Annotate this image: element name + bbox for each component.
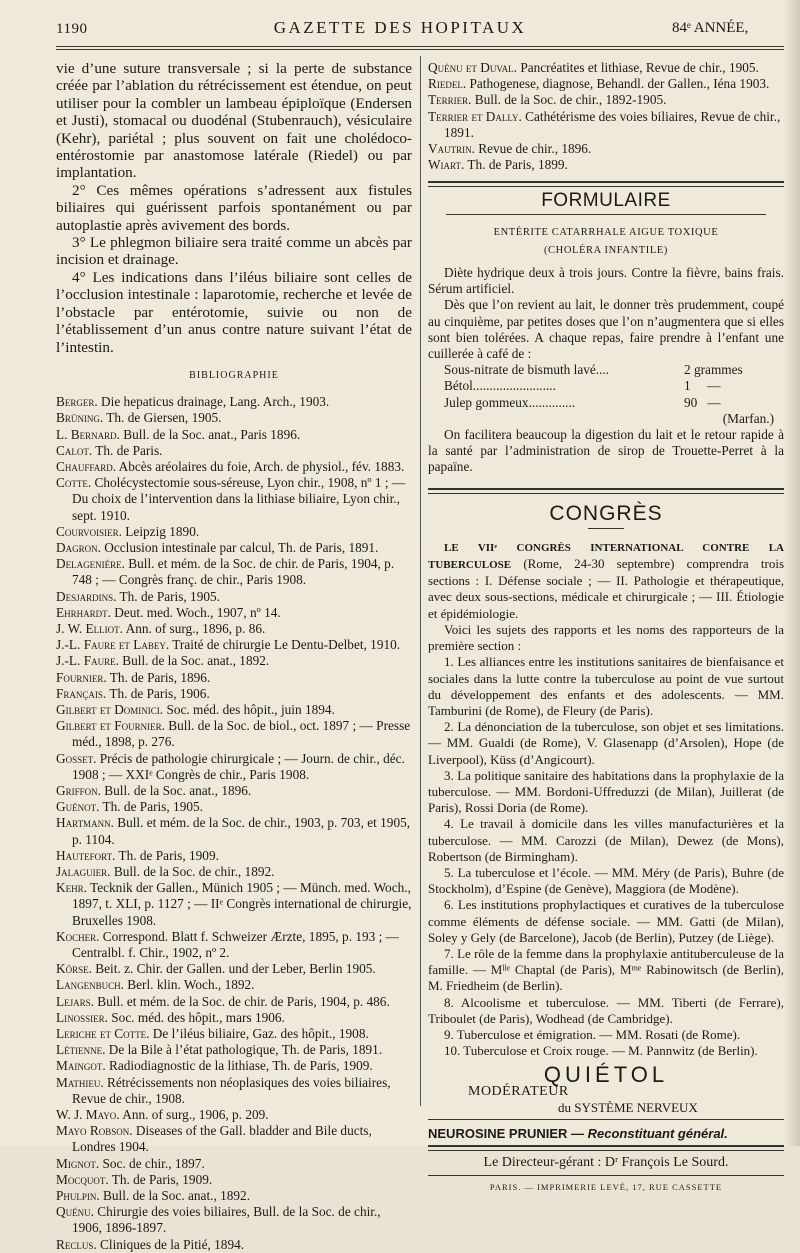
bibliography-text: Rétrécissements non néoplasiques des voies biliaires, Revue de chir., 1908.: [72, 1074, 391, 1106]
bibliography-entry: [56, 929, 412, 961]
bibliography-author: Berger.: [56, 394, 98, 410]
bibliography-entry: [56, 1156, 412, 1172]
recipe-item: Bétol.........................: [444, 378, 556, 394]
bibliography-text: Berl. klin. Woch., 1892.: [123, 977, 255, 993]
bibliography-entry: [428, 109, 784, 141]
bibliography-entry: [56, 799, 412, 815]
recipe-row: [444, 378, 743, 394]
bibliography-text: Cholécystectomie sous-séreuse, Lyon chir., 1908, nº 1 ; — Du choix de l’intervention dans la lithiase biliaire, Lyon chir., sept. 1910.: [72, 475, 406, 523]
quietol-ad-title: QUIÉTOL: [543, 1062, 669, 1088]
bibliography-author: Lejars.: [56, 993, 94, 1009]
bibliography-author: J.-L. Faure.: [56, 653, 119, 669]
bibliography-text: Revue de chir., 1896.: [474, 141, 592, 157]
recipe-qty: 2 grammes: [684, 362, 743, 378]
bibliography-entry: [56, 1188, 412, 1204]
neurosine-ad: [428, 1126, 784, 1142]
bibliography-author: Courvoisier.: [56, 523, 122, 539]
bibliography-text: Tecknik der Gallen., Münich 1905 ; — Münch. med. Woch., 1897, t. XLI, p. 1127 ; — IIᵉ Congrès international de chirurgie, Bruxelles 1908.: [72, 880, 412, 928]
recipe-row: [444, 362, 743, 378]
bibliography-text: Die hepaticus drainage, Lang. Arch., 1903.: [97, 394, 330, 410]
congres-item: 8. Alcoolisme et tuberculose. — MM. Tiberti (de Ferrare), Triboulet (de Paris), Wodhead (de Cambridge).: [428, 994, 784, 1026]
bibliography-author: Mocquot.: [56, 1171, 109, 1187]
bibliography-author: Gilbert et Dominici.: [56, 701, 164, 717]
bibliography-entry: [56, 1058, 412, 1074]
section-rule: [428, 186, 784, 187]
formulaire-subtitle: ENTÉRITE CATARRHALE AIGUE TOXIQUE: [493, 226, 719, 238]
bibliography-entry: [428, 92, 784, 108]
bibliography-author: Quénu.: [56, 1204, 94, 1220]
bibliography-text: Bull. de la Soc. anat., 1896.: [100, 782, 252, 798]
bibliography-author: Terrier et Dally.: [428, 108, 522, 124]
bibliography-text: Abcès aréolaires du foie, Arch. de physiol., fév. 1883.: [116, 458, 405, 474]
bibliography-text: Bull. de la Soc. anat., Paris 1896.: [119, 426, 301, 442]
bibliography-author: Desjardins.: [56, 588, 117, 604]
bibliography-author: Maingot.: [56, 1058, 106, 1074]
congres-item: 6. Les institutions prophylactiques et curatives de la tuberculose comme éléments de défense sociale. — MM. Gatti (de Milan), Soley y Gely (de Barcelone), Jacob (de Berlin), Putzey (de Liège).: [428, 897, 784, 945]
gerant-line: Le Directeur-gérant : Dʳ François Le Sourd.: [483, 1155, 729, 1171]
bibliography-author: Kocher.: [56, 928, 100, 944]
bibliography-text: Ann. of surg., 1896, p. 86.: [123, 620, 266, 636]
right-column: [428, 60, 784, 1196]
bibliography-text: Radiodiagnostic de la lithiase, Th. de Paris, 1909.: [105, 1058, 373, 1074]
bibliography-author: Chauffard.: [56, 458, 117, 474]
bibliography-author: Delagenière.: [56, 556, 125, 572]
bibliography-entry: [56, 427, 412, 443]
bibliography-entry: [56, 994, 412, 1010]
bibliography-text: Pancréatites et lithiase, Revue de chir., 1905.: [517, 60, 759, 75]
paragraph: Diète hydrique deux à trois jours. Contre la fièvre, bains frais. Sérum artificiel.: [428, 265, 784, 297]
bibliography-entry: [428, 157, 784, 173]
recipe-item: Julep gommeux..............: [444, 394, 576, 410]
bibliography-author: Cotte.: [56, 475, 92, 491]
volume-year: 84ᵉ ANNÉE,: [672, 20, 749, 36]
paragraph: vie d’une suture transversale ; si la perte de substance créée par l’ablation du rétrécissement est étendue, on peut utiliser pour la combler un lambeau épiploïque (Endersen et Justi), stomacal ou duodénal (Stubenrauch), vésiculaire (Kehr), pariétal ; plus souvent on fait une cholédoco-entérostomie par anastomose latérale (Riedel) ou par implantation.: [56, 60, 412, 182]
section-rule: [428, 181, 784, 183]
column-divider: [420, 56, 421, 1106]
bibliography-author: Reclus.: [56, 1236, 97, 1252]
bibliography-entry: [428, 141, 784, 157]
footer-rule: [428, 1150, 784, 1151]
bibliography-author: Hartmann.: [56, 815, 114, 831]
bibliography-entry: [56, 653, 412, 669]
bibliography-entry: [56, 589, 412, 605]
bibliography-entry: [428, 76, 784, 92]
bibliography-author: W. J. Mayo.: [56, 1107, 120, 1123]
bibliography-text: Bull. et mém. de la Soc. de chir. de Paris, 1904, p. 748 ; — Congrès franç. de chir., Paris 1908.: [72, 556, 395, 588]
bibliography-entry: [56, 540, 412, 556]
bibliography-text: Chirurgie des voies biliaires, Bull. de la Soc. de chir., 1906, 1896-1897.: [72, 1204, 381, 1236]
header-rule-2: [56, 49, 784, 50]
bibliography-author: L. Bernard.: [56, 426, 120, 442]
bibliography-text: Bull. de la Soc. de chir., 1892.: [110, 864, 275, 879]
congres-item: 9. Tuberculose et émigration. — MM. Rosati (de Rome).: [444, 1026, 741, 1042]
paragraph: 2° Ces mêmes opérations s’adressent aux fistules biliaires qui guérissent parfois spontanément ou par autoplastie après avivement des bords.: [56, 181, 412, 234]
congres-heading: CONGRÈS: [549, 501, 663, 525]
footer-rule: [428, 1175, 784, 1176]
bibliography-text: Précis de pathologie chirurgicale ; — Journ. de chir., déc. 1908 ; — XXIᵉ Congrès de chir., Paris 1908.: [72, 750, 405, 782]
bibliography-entry: [56, 443, 412, 459]
bibliography-text: Correspond. Blatt f. Schweizer Ærzte, 1895, p. 193 ; — Centralbl. f. Chir., 1902, nº 2.: [72, 928, 399, 961]
congres-intro: [428, 539, 784, 622]
bibliography-entry: [56, 459, 412, 475]
bibliography-author: Mayo Robson.: [56, 1123, 133, 1139]
footer-rule: [428, 1145, 784, 1147]
bibliography-text: Th. de Paris, 1905.: [116, 588, 220, 604]
header-rule-1: [56, 46, 784, 47]
bibliography-entry: [56, 977, 412, 993]
bibliography-author: Jalaguier.: [56, 864, 111, 879]
section-rule: [428, 488, 784, 490]
congres-item: 5. La tuberculose et l’école. — MM. Méry (de Paris), Buhre (de Stockholm), d’Espine (de Genève), Maggiora (de Modène).: [428, 864, 784, 897]
bibliography-entry: [56, 961, 412, 977]
bibliography-author: J. W. Elliot.: [56, 620, 123, 636]
bibliography-text: Soc. méd. des hôpit., juin 1894.: [163, 701, 335, 717]
quietol-ad-line: MODÉRATEUR: [468, 1083, 569, 1099]
formulaire-heading: FORMULAIRE: [541, 190, 671, 212]
bibliography-author: J.-L. Faure et Labey.: [56, 637, 170, 653]
bibliography-author: Français.: [56, 685, 107, 701]
bibliography-author: Linossier.: [56, 1009, 108, 1025]
bibliography-text: Bull. et mém. de la Soc. de chir. de Paris, 1904, p. 486.: [93, 993, 390, 1009]
bibliography-text: Occlusion intestinale par calcul, Th. de Paris, 1891.: [100, 539, 379, 555]
bibliography-text: Bull. de la Soc. de chir., 1892-1905.: [471, 92, 667, 108]
bibliography-text: Bull. de la Soc. anat., 1892.: [99, 1188, 251, 1204]
ad-rule: [428, 1119, 784, 1120]
bibliography-text: Th. de Paris, 1909.: [115, 847, 219, 863]
bibliography-author: Guénot.: [56, 799, 100, 815]
bibliography-author: Wiart.: [428, 157, 465, 173]
bibliography-text: Pathogenese, diagnose, Behandl. der Gallen., Iéna 1903.: [466, 76, 770, 92]
bibliography-author: Hautefort.: [56, 847, 116, 863]
bibliography-entry: [56, 1237, 412, 1253]
bibliography-text: De la Bile à l’état pathologique, Th. de Paris, 1891.: [105, 1042, 383, 1058]
bibliography-entry: [56, 475, 412, 524]
congres-item: 10. Tuberculose et Croix rouge. — M. Pannwitz (de Berlin).: [444, 1043, 758, 1059]
bibliography-text: Th. de Paris, 1906.: [106, 685, 210, 701]
bibliography-entry: [56, 815, 412, 847]
congres-item: 2. La dénonciation de la tuberculose, son objet et ses limitations. — MM. Gualdi (de Rome), V. Glasenapp (d’Arsolen), Hope (de Liverpool), Küss (d’Angicourt).: [428, 719, 784, 767]
congres-item: 7. Le rôle de la femme dans la prophylaxie antituberculeuse de la famille. — Mˡˡᵉ Chaptal (de Paris), Mᵐᵉ Rabinowitsch (de Berlin), M. Friedheim (de Berlin).: [428, 945, 784, 994]
congres-item: 4. Le travail à domicile dans les villes manufacturières et la tuberculose. — MM. Carozzi (de Milan), Dewez (de Mons), Robertson (de Birmingham).: [428, 816, 784, 864]
bibliography-text: Soc. de chir., 1897.: [99, 1155, 205, 1171]
bibliography-author: Ehrhardt.: [56, 604, 111, 620]
bibliography-author: Brüning.: [56, 410, 104, 426]
congres-intro-text: (Rome, 24-30 septembre) comprendra trois sections : I. Défense sociale ; — II. Pathologie et thérapeutique, avec deux sous-sections, médicale et chirurgicale ; — III. Étiologie et épidémiologie.: [428, 556, 784, 621]
recipe-qty: 90 —: [684, 394, 721, 410]
neurosine-ad-name: NEUROSINE PRUNIER —: [428, 1125, 588, 1141]
bibliography-text: Diseases of the Gall. bladder and Bile ducts, Londres 1904.: [72, 1123, 372, 1155]
bibliography-entry: [56, 1010, 412, 1026]
bibliography-author: Phulpin.: [56, 1188, 100, 1204]
bibliography-entry: [56, 637, 412, 653]
journal-title: GAZETTE DES HOPITAUX: [273, 18, 527, 37]
bibliography-author: Vautrin.: [428, 141, 475, 157]
neurosine-ad-sub: Reconstituant général.: [587, 1125, 728, 1141]
bibliography-entry: [56, 864, 412, 880]
bibliography-text: Bull. et mém. de la Soc. de chir., 1903, p. 703, et 1905, p. 1104.: [72, 815, 411, 847]
bibliography-author: Létienne.: [56, 1042, 106, 1058]
bibliography-list-continued: [428, 60, 784, 173]
bibliography-entry: [56, 880, 412, 929]
formulaire-subtitle-2: (CHOLÉRA INFANTILE): [543, 244, 669, 256]
bibliography-entry: [56, 1123, 412, 1155]
bibliography-author: Fournier.: [56, 669, 107, 685]
bibliography-author: Mathieu.: [56, 1074, 104, 1090]
bibliography-entry: [56, 524, 412, 540]
bibliography-entry: [56, 1172, 412, 1188]
quietol-ad-line-2: du SYSTÈME NERVEUX: [558, 1099, 698, 1115]
bibliography-text: Deut. med. Woch., 1907, nº 14.: [110, 604, 281, 620]
congres-intro-caps: LE VIIᵉ CONGRÈS INTERNATIONAL CONTRE LA TUBERCULOSE: [428, 541, 784, 572]
recipe-table: [444, 362, 743, 411]
bibliography-entry: [56, 751, 412, 783]
bibliography-entry: [56, 556, 412, 588]
bibliography-text: Ann. of surg., 1906, p. 209.: [119, 1107, 269, 1123]
bibliography-author: Kehr.: [56, 880, 87, 896]
bibliography-entry: [56, 702, 412, 718]
heading-underline: [588, 528, 624, 529]
bibliography-entry: [56, 605, 412, 621]
congres-list: [428, 654, 784, 1059]
bibliography-text: Th. de Paris, 1909.: [108, 1171, 213, 1187]
paragraph: 3° Le phlegmon biliaire sera traité comme un abcès par incision et drainage.: [56, 234, 412, 269]
bibliography-author: Quénu et Duval.: [428, 60, 518, 75]
bibliography-entry: [56, 394, 412, 410]
paragraph: 4° Les indications dans l’iléus biliaire sont celles de l’occlusion intestinale : laparotomie, recherche et levée de l’obstacle par entérotomie, suivie ou non de l’établissement d’un anus contre nature suivant l’état de l’intestin.: [56, 268, 412, 356]
imprimerie-line: PARIS. — IMPRIMERIE LEVÉ, 17, RUE CASSETTE: [489, 1182, 723, 1193]
bibliography-entry: [56, 1026, 412, 1042]
bibliography-entry: [56, 1107, 412, 1123]
page-number: 1190: [56, 21, 88, 37]
recipe-author: (Marfan.): [722, 410, 774, 426]
bibliography-entry: [56, 718, 412, 750]
bibliography-entry: [56, 1075, 412, 1107]
bibliography-text: Th. de Paris, 1905.: [99, 799, 203, 815]
bibliography-author: Langenbuch.: [56, 977, 124, 993]
bibliography-entry: [56, 783, 412, 799]
bibliography-text: Th. de Paris, 1899.: [464, 157, 568, 173]
bibliography-entry: [56, 686, 412, 702]
bibliography-text: De l’iléus biliaire, Gaz. des hôpit., 1908.: [149, 1026, 369, 1042]
bibliography-author: Calot.: [56, 442, 93, 458]
paragraph: Dès que l’on revient au lait, le donner très prudemment, coupé au cinquième, par petites doses que l’on n’augmentera que si elles sont bien tolérées. A chaque repas, faire prendre à l’enfant une cuillerée à café de :: [428, 297, 784, 362]
bibliography-author: Gosset.: [56, 750, 97, 766]
paragraph: On facilitera beaucoup la digestion du lait et le retour rapide à la santé par l’administration de sirop de Trouette-Perret à la papaïne.: [428, 427, 784, 475]
bibliography-heading: BIBLIOGRAPHIE: [189, 369, 279, 381]
left-column: [56, 60, 412, 1253]
bibliography-text: Th. de Giersen, 1905.: [103, 410, 222, 426]
bibliography-author: Dagron.: [56, 539, 101, 555]
bibliography-text: Bull. de la Soc. de biol., oct. 1897 ; — Presse méd., 1898, p. 276.: [72, 718, 411, 750]
page-edge-shadow: [784, 0, 800, 1146]
bibliography-entry: [56, 410, 412, 426]
section-rule: [428, 493, 784, 494]
bibliography-list: [56, 394, 412, 1253]
recipe-row: [444, 395, 743, 411]
recipe-item: Sous-nitrate de bismuth lavé....: [444, 362, 610, 378]
bibliography-text: Leipzig 1890.: [121, 523, 200, 539]
bibliography-entry: [56, 1204, 412, 1236]
bibliography-entry: [56, 621, 412, 637]
congres-item: 1. Les alliances entre les institutions sanitaires de bienfaisance et sociales dans la lutte contre la tuberculose au point de vue surtout du développement des enfants et des adolescents. — MM. Tamburini (de Rome), de Fleury (de Paris).: [428, 654, 784, 718]
congres-item: 3. La politique sanitaire des habitations dans la prophylaxie de la tuberculose. — MM. Bordoni-Uffreduzzi (de Milan), Juillerat (de Paris), Rossi Doria (de Rome).: [428, 767, 784, 816]
bibliography-entry: [56, 848, 412, 864]
bibliography-author: Gilbert et Fournier.: [56, 718, 165, 734]
bibliography-entry: [56, 670, 412, 686]
bibliography-author: Körse.: [56, 961, 92, 977]
bibliography-text: Cliniques de la Pitié, 1894.: [96, 1236, 245, 1252]
bibliography-text: Th. de Paris.: [92, 442, 163, 458]
bibliography-text: Soc. méd. des hôpit., mars 1906.: [107, 1009, 285, 1025]
bibliography-author: Griffon.: [56, 782, 101, 798]
bibliography-entry: [56, 1042, 412, 1058]
bibliography-author: Mignot.: [56, 1155, 100, 1171]
paragraph: Voici les sujets des rapports et les noms des rapporteurs de la première section :: [428, 621, 784, 654]
bibliography-text: Th. de Paris, 1896.: [106, 669, 211, 685]
heading-underline: [446, 214, 766, 215]
bibliography-entry: [428, 60, 784, 76]
page-header: [0, 18, 800, 40]
bibliography-text: Traité de chirurgie Le Dentu-Delbet, 1910.: [169, 637, 401, 653]
bibliography-text: Bull. de la Soc. anat., 1892.: [118, 653, 270, 669]
bibliography-author: Terrier.: [428, 92, 472, 108]
bibliography-author: Riedel.: [428, 76, 467, 92]
bibliography-text: Cathétérisme des voies biliaires, Revue de chir., 1891.: [444, 108, 781, 140]
recipe-qty: 1 —: [684, 378, 721, 394]
bibliography-text: Beit. z. Chir. der Gallen. und der Leber, Berlin 1905.: [91, 961, 376, 977]
bibliography-author: Leriche et Cotte.: [56, 1026, 150, 1042]
